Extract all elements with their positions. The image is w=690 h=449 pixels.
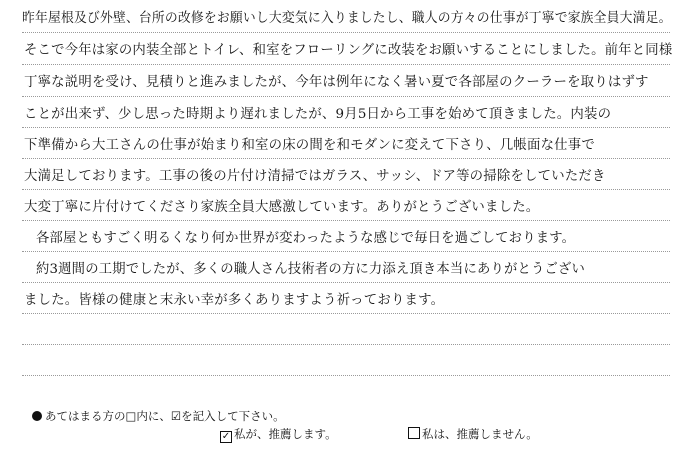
option-recommend-label: 私が、推薦します。 <box>234 427 337 441</box>
ruled-line <box>22 251 670 252</box>
empty-checkbox-icon[interactable] <box>408 427 420 439</box>
letter-line-4: ことが出来ず、少し思った時期より遅れましたが、9月5日から工事を始めて頂きました。内装の <box>24 107 612 122</box>
letter-line-8: 各部屋ともすごく明るくなり何か世界が変わったような感じで毎日を過ごしております。 <box>36 231 576 246</box>
letter-line-6: 大満足しております。工事の後の片付け清掃ではガラス、サッシ、ドア等の掃除をしていただき <box>24 169 606 184</box>
letter-line-1: 昨年屋根及び外壁、台所の改修をお願いし大変気に入りましたし、職人の方々の仕事が丁寧で家族全員大満足。 <box>22 11 672 26</box>
ruled-line <box>22 313 670 314</box>
ruled-line <box>22 127 670 128</box>
letter-line-3: 丁寧な説明を受け、見積りと進みましたが、今年は例年になく暑い夏で各部屋のクーラーを取りはずす <box>24 75 649 90</box>
ruled-line <box>22 32 670 33</box>
ruled-line <box>22 282 670 283</box>
ruled-line <box>22 220 670 221</box>
letter-line-2: そこで今年は家の内装全部とトイレ、和室をフローリングに改装をお願いすることにしました。前年と同様 <box>24 43 673 58</box>
instruction-text <box>32 408 285 424</box>
bullet-icon <box>32 411 42 421</box>
ruled-line <box>22 158 670 159</box>
ruled-line <box>22 189 670 190</box>
option-not-recommend-label: 私は、推薦しません。 <box>422 427 538 441</box>
option-not-recommend[interactable] <box>408 426 538 442</box>
letter-line-5: 下準備から大工さんの仕事が始まり和室の床の間を和モダンに変えて下さり、几帳面な仕事で <box>24 138 595 153</box>
recommendation-footer <box>32 404 672 444</box>
letter-line-9: 約3週間の工期でしたが、多くの職人さん技術者の方に力添え頂き本当にありがとうござい <box>36 262 586 277</box>
letter-line-7: 大変丁寧に片付けてくださり家族全員大感激しています。ありがとうございました。 <box>24 200 540 215</box>
ruled-line <box>22 96 670 97</box>
instruction-label: あてはまる方の□内に、☑を記入して下さい。 <box>45 409 285 423</box>
ruled-line <box>22 375 670 376</box>
ruled-line <box>22 64 670 65</box>
letter-line-10: ました。皆様の健康と末永い幸が多くありますよう祈っております。 <box>24 293 445 308</box>
checked-checkbox-icon[interactable]: ✓ <box>221 431 231 442</box>
ruled-line <box>22 344 670 345</box>
option-recommend[interactable] <box>220 426 337 443</box>
